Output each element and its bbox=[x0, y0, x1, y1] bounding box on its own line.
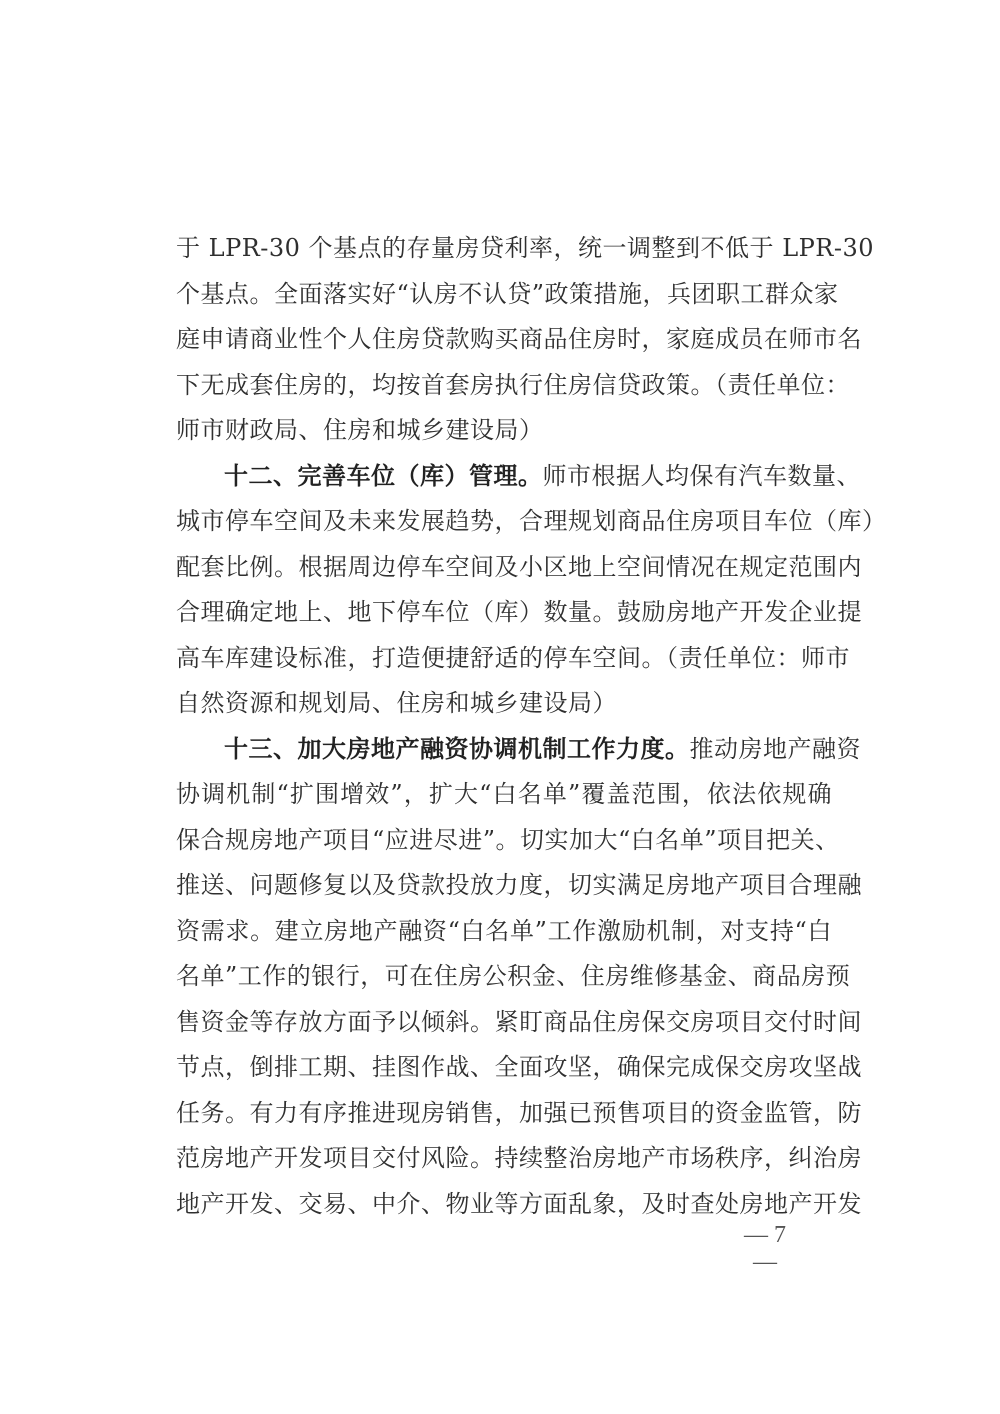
text-line: 于 LPR-30 个基点的存量房贷利率，统一调整到不低于 LPR-30 bbox=[176, 234, 874, 262]
page-number: — 7 — bbox=[744, 1222, 786, 1275]
document-body bbox=[176, 226, 887, 1227]
text-line: 资需求。建立房地产融资“白名单”工作激励机制，对支持“白 bbox=[176, 916, 832, 945]
section-heading-13: 十三、加大房地产融资协调机制工作力度。 bbox=[224, 734, 690, 763]
text-line: 地产开发、交易、中介、物业等方面乱象，及时查处房地产开发 bbox=[176, 1189, 862, 1218]
text-line: 师市财政局、住房和城乡建设局） bbox=[176, 416, 544, 444]
paragraph-first-line bbox=[176, 454, 861, 500]
text-line: 保合规房地产项目“应进尽进”。切实加大“白名单”项目把关、 bbox=[176, 825, 840, 854]
text-line: 自然资源和规划局、住房和城乡建设局） bbox=[176, 689, 617, 717]
text-line: 合理确定地上、地下停车位（库）数量。鼓励房地产开发企业提 bbox=[176, 598, 862, 626]
text-line: 名单”工作的银行，可在住房公积金、住房维修基金、商品房预 bbox=[176, 962, 851, 990]
text-line: 下无成套住房的，均按首套房执行住房信贷政策。（责任单位： bbox=[176, 370, 850, 399]
text-line: 节点，倒排工期、挂图作战、全面攻坚，确保完成保交房攻坚战 bbox=[176, 1053, 862, 1081]
text-line: 庭申请商业性个人住房贷款购买商品住房时，家庭成员在师市名 bbox=[176, 325, 862, 353]
section-heading-12: 十二、完善车位（库）管理。 bbox=[224, 461, 543, 490]
text-line: 协调机制“扩围增效”，扩大“白名单”覆盖范围，依法依规确 bbox=[176, 780, 832, 808]
text-line: 售资金等存放方面予以倾斜。紧盯商品住房保交房项目交付时间 bbox=[176, 1007, 862, 1036]
text-line: 个基点。全面落实好“认房不认贷”政策措施，兵团职工群众家 bbox=[176, 279, 839, 308]
text-line: 高车库建设标准，打造便捷舒适的停车空间。（责任单位：师市 bbox=[176, 643, 850, 672]
text-line: 范房地产开发项目交付风险。持续整治房地产市场秩序，纠治房 bbox=[176, 1144, 862, 1172]
text-line: 推送、问题修复以及贷款投放力度，切实满足房地产项目合理融 bbox=[176, 871, 862, 899]
text-line: 配套比例。根据周边停车空间及小区地上空间情况在规定范围内 bbox=[176, 552, 862, 581]
text-run: 推动房地产融资 bbox=[689, 734, 861, 763]
paragraph-first-line bbox=[176, 727, 861, 773]
text-line: 城市停车空间及未来发展趋势，合理规划商品住房项目车位（库） bbox=[176, 507, 887, 535]
text-line: 任务。有力有序推进现房销售，加强已预售项目的资金监管，防 bbox=[176, 1098, 862, 1127]
text-run: 师市根据人均保有汽车数量、 bbox=[542, 461, 861, 490]
